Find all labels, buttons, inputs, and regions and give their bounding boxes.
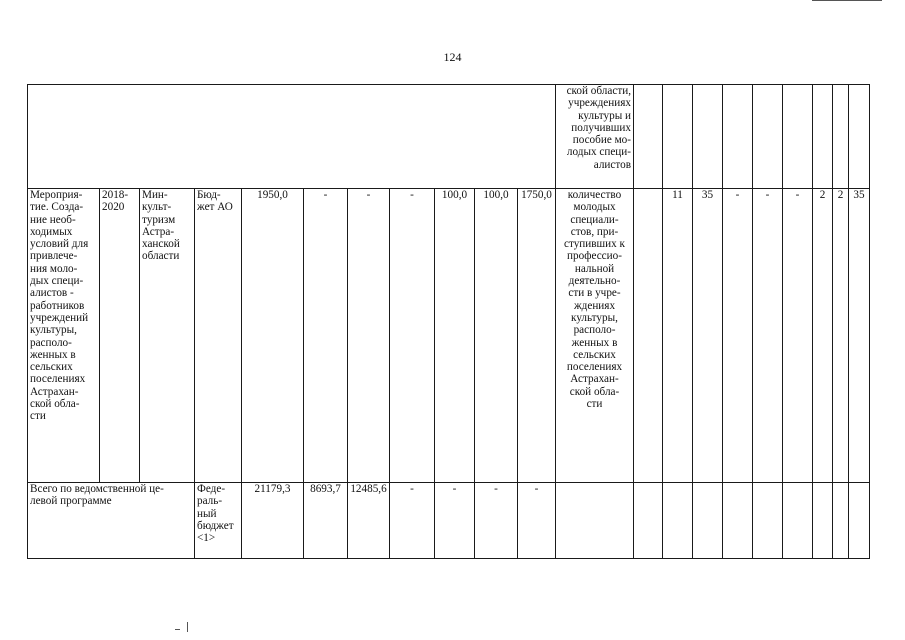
total-year-value: - <box>518 483 556 559</box>
indicator-value-cell <box>833 85 849 189</box>
indicator-value-cell <box>813 85 833 189</box>
indicator-value <box>634 189 663 483</box>
indicator-value-cell <box>693 85 723 189</box>
total-source: Феде- раль- ный бюджет <1> <box>195 483 242 559</box>
indicator-value: 2 <box>833 189 849 483</box>
indicator-value-cell <box>849 85 870 189</box>
total-indicator-cell <box>556 483 634 559</box>
indicator-description: количество молодых специали- стов, при- ступивших к профессио- нальной деятельно- сти в учре- ждениях культуры, располо- женных в сельских поселениях Астрахан- ской обла- сти <box>556 189 634 483</box>
indicator-value-cell <box>783 85 813 189</box>
funding-year-value: - <box>348 189 390 483</box>
scan-artifact <box>812 0 882 1</box>
total-indicator-cell <box>783 483 813 559</box>
scan-artifact <box>187 622 188 632</box>
total-year-value: 8693,7 <box>304 483 348 559</box>
total-year-value: - <box>435 483 475 559</box>
total-indicator-cell <box>753 483 783 559</box>
measure-row <box>28 189 870 483</box>
indicator-value: - <box>783 189 813 483</box>
empty-merged-cell <box>28 85 556 189</box>
indicator-value: - <box>753 189 783 483</box>
indicator-value: 35 <box>849 189 870 483</box>
page-number: 124 <box>443 50 462 64</box>
funding-year-value: - <box>390 189 435 483</box>
continuation-row <box>28 85 870 189</box>
measure-source: Бюд- жет АО <box>195 189 242 483</box>
total-indicator-cell <box>849 483 870 559</box>
scan-artifact <box>175 629 180 630</box>
measure-period: 2018- 2020 <box>100 189 140 483</box>
funding-year-value: 100,0 <box>435 189 475 483</box>
total-year-value: - <box>475 483 518 559</box>
indicator-value-cell <box>663 85 693 189</box>
indicator-continuation: ской области, учреждениях культуры и получивших пособие мо- лодых специ- алистов <box>556 85 634 189</box>
funding-total: 1950,0 <box>242 189 304 483</box>
total-indicator-cell <box>813 483 833 559</box>
indicator-value-cell <box>753 85 783 189</box>
funding-year-value: - <box>304 189 348 483</box>
indicator-value: 11 <box>663 189 693 483</box>
funding-year-value: 100,0 <box>475 189 518 483</box>
total-indicator-cell <box>723 483 753 559</box>
indicator-value: - <box>723 189 753 483</box>
funding-year-value: 1750,0 <box>518 189 556 483</box>
total-indicator-cell <box>693 483 723 559</box>
total-year-value: - <box>390 483 435 559</box>
measure-name: Мероприя- тие. Созда- ние необ- ходимых условий для привлече- ния моло- дых специ- алистов - работников учреждений культуры, располо- женных в сельских поселениях Астрахан- ской обла- сти <box>28 189 100 483</box>
program-table <box>27 84 870 559</box>
total-label: Всего по ведомственной це- левой программе <box>28 483 195 559</box>
indicator-value: 35 <box>693 189 723 483</box>
total-funding: 21179,3 <box>242 483 304 559</box>
total-indicator-cell <box>634 483 663 559</box>
indicator-value: 2 <box>813 189 833 483</box>
indicator-value-cell <box>723 85 753 189</box>
total-indicator-cell <box>833 483 849 559</box>
total-row <box>28 483 870 559</box>
indicator-value-cell <box>634 85 663 189</box>
total-year-value: 12485,6 <box>348 483 390 559</box>
measure-executor: Мин- культ- туризм Астра- ханской области <box>140 189 195 483</box>
total-indicator-cell <box>663 483 693 559</box>
